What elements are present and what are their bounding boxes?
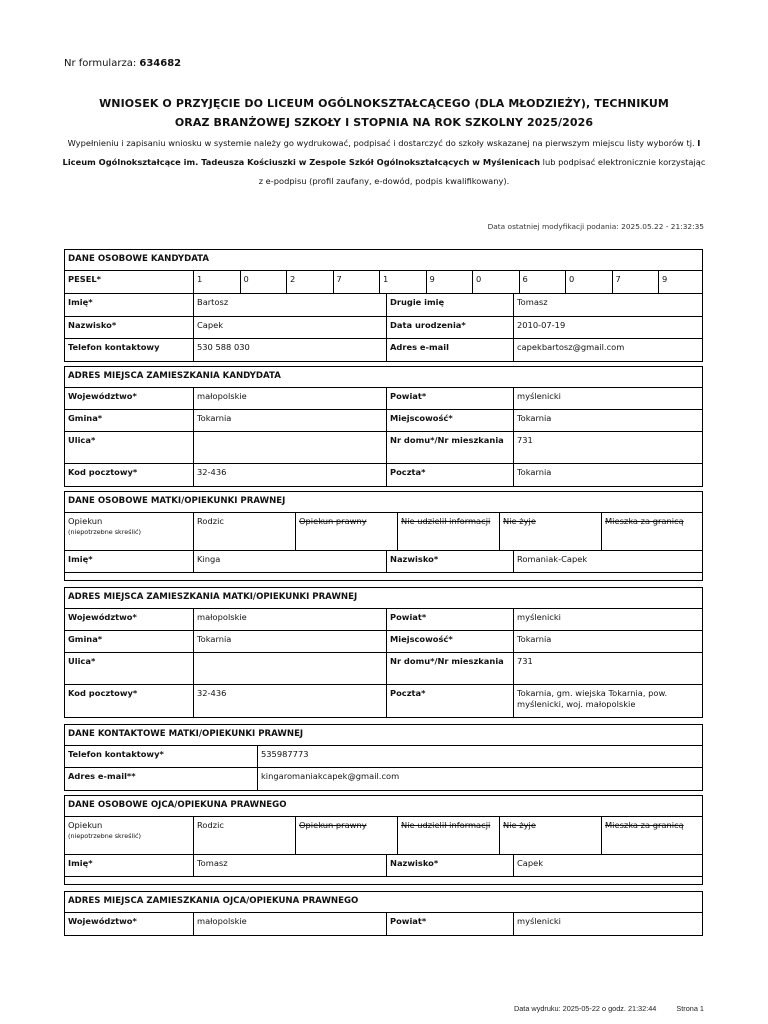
section-header: DANE OSOBOWE OJCA/OPIEKUNA PRAWNEGO [65, 796, 702, 817]
email-value: capekbartosz@gmail.com [517, 342, 625, 352]
pesel-row [65, 271, 702, 294]
commune-value: Tokarnia [194, 410, 387, 431]
phone-value: 530 588 030 [194, 339, 387, 361]
guardian-label: Opiekun [68, 820, 103, 830]
section-header: DANE OSOBOWE MATKI/OPIEKUNKI PRAWNEJ [65, 492, 702, 513]
street-label: Ulica* [65, 653, 194, 684]
zip-label: Kod pocztowy* [65, 685, 194, 717]
option-parent: Rodzic [194, 817, 296, 854]
option-abroad: Mieszka za granicą [605, 516, 684, 526]
print-date: Data wydruku: 2025-05-22 o godz. 21:32:44 [513, 1004, 657, 1013]
phone-row [65, 746, 702, 768]
section-header: ADRES MIEJSCA ZAMIESZKANIA OJCA/OPIEKUNA PRAWNEGO [65, 892, 702, 913]
street-value [194, 653, 387, 684]
town-value: Tokarnia [517, 413, 552, 423]
page-number: Strona 1 [676, 1004, 704, 1013]
voivodeship-label: Województwo* [65, 913, 194, 935]
mother-contact-section [64, 724, 703, 791]
email-row [65, 768, 702, 790]
county-value: myślenicki [517, 612, 561, 622]
birth-date-value: 2010-07-19 [517, 320, 566, 330]
name-row [65, 294, 702, 317]
surname-label: Nazwisko* [65, 317, 194, 338]
option-parent: Rodzic [194, 513, 296, 550]
form-number [64, 58, 181, 69]
county-value: myślenicki [517, 391, 561, 401]
county-label: Powiat* [387, 609, 514, 630]
form-number-value: 634682 [139, 58, 182, 69]
house-number-label: Nr domu*/Nr mieszkania [387, 653, 514, 684]
post-office-value: Tokarnia [517, 467, 552, 477]
name-row [65, 855, 702, 877]
guardian-row [65, 817, 702, 855]
voivodeship-label: Województwo* [65, 609, 194, 630]
commune-value: Tokarnia [194, 631, 387, 652]
mother-section [64, 491, 703, 581]
father-section [64, 795, 703, 885]
zip-row [65, 685, 702, 717]
spacer [65, 877, 702, 884]
option-legal-guardian: Opiekun prawny [296, 817, 398, 854]
voivodeship-row [65, 388, 702, 410]
title-line-1: WNIOSEK O PRZYJĘCIE DO LICEUM OGÓLNOKSZTAŁCĄCEGO (DLA MŁODZIEŻY), TECHNIKUM [99, 97, 669, 110]
voivodeship-label: Województwo* [65, 388, 194, 409]
pesel-digit: 7 [613, 271, 660, 293]
street-row [65, 432, 702, 464]
last-modified: Data ostatniej modyfikacji podania: 2025.05.22 - 21:32:35 [487, 222, 704, 231]
contact-row [65, 339, 702, 361]
town-label: Miejscowość* [387, 631, 514, 652]
county-value: myślenicki [517, 916, 561, 926]
pesel-digit: 1 [380, 271, 427, 293]
surname-row [65, 317, 702, 339]
candidate-address-section [64, 366, 703, 487]
mother-address-section [64, 587, 703, 718]
county-label: Powiat* [387, 913, 514, 935]
email-label: Adres e-mail [387, 339, 514, 361]
section-header: ADRES MIEJSCA ZAMIESZKANIA KANDYDATA [65, 367, 702, 388]
first-name-label: Imię* [65, 294, 194, 316]
post-office-value: Tokarnia, gm. wiejska Tokarnia, pow. myślenicki, woj. małopolskie [517, 688, 668, 709]
pesel-digit: 0 [473, 271, 520, 293]
option-abroad: Mieszka za granicą [605, 820, 684, 830]
pesel-digit: 9 [662, 274, 668, 284]
guardian-note: (niepotrzebne skreślić) [68, 528, 142, 536]
voivodeship-row [65, 913, 702, 935]
commune-label: Gmina* [65, 410, 194, 431]
option-deceased: Nie żyje [500, 817, 602, 854]
guardian-label: Opiekun [68, 516, 103, 526]
pesel-digit: 2 [287, 271, 334, 293]
option-no-info: Nie udzielił informacji [398, 513, 500, 550]
phone-value: 535987773 [261, 749, 309, 759]
instructions-part-2: lub podpisać elektronicznie korzystając z e-podpisu (profil zaufany, e-dowód, podpis kwalifikowany). [258, 157, 706, 186]
house-number-value: 731 [517, 435, 533, 445]
school-name: I Liceum Ogólnokształcące im. Tadeusza Kościuszki w Zespole Szkół Ogólnokształcących w Myślenicach [62, 138, 701, 167]
section-header: DANE KONTAKTOWE MATKI/OPIEKUNKI PRAWNEJ [65, 725, 702, 746]
surname-label: Nazwisko* [387, 855, 514, 876]
email-value: kingaromaniakcapek@gmail.com [261, 771, 400, 781]
post-office-label: Poczta* [387, 464, 514, 486]
county-label: Powiat* [387, 388, 514, 409]
second-name-value: Tomasz [517, 297, 548, 307]
post-office-label: Poczta* [387, 685, 514, 717]
first-name-label: Imię* [65, 855, 194, 876]
surname-value: Romaniak-Capek [517, 554, 588, 564]
second-name-label: Drugie imię [387, 294, 514, 316]
pesel-digit: 1 [194, 271, 241, 293]
guardian-row [65, 513, 702, 551]
guardian-label-cell [65, 513, 194, 550]
zip-value: 32-436 [194, 685, 387, 717]
option-no-info: Nie udzielił informacji [398, 817, 500, 854]
voivodeship-value: małopolskie [194, 609, 387, 630]
spacer [65, 573, 702, 580]
father-address-section [64, 891, 703, 936]
pesel-digit: 7 [334, 271, 381, 293]
voivodeship-value: małopolskie [194, 388, 387, 409]
candidate-section [64, 249, 703, 362]
first-name-value: Tomasz [194, 855, 387, 876]
pesel-digit: 0 [566, 271, 613, 293]
phone-label: Telefon kontaktowy [65, 339, 194, 361]
street-value [194, 432, 387, 463]
first-name-value: Kinga [194, 551, 387, 572]
instructions [60, 134, 708, 191]
first-name-value: Bartosz [194, 294, 387, 316]
section-header: DANE OSOBOWE KANDYDATA [65, 250, 702, 271]
commune-row [65, 410, 702, 432]
print-footer [496, 1004, 704, 1013]
town-value: Tokarnia [517, 634, 552, 644]
zip-row [65, 464, 702, 486]
first-name-label: Imię* [65, 551, 194, 572]
surname-label: Nazwisko* [387, 551, 514, 572]
name-row [65, 551, 702, 573]
house-number-value: 731 [517, 656, 533, 666]
birth-date-label: Data urodzenia* [387, 317, 514, 338]
zip-value: 32-436 [194, 464, 387, 486]
voivodeship-value: małopolskie [194, 913, 387, 935]
street-row [65, 653, 702, 685]
option-legal-guardian: Opiekun prawny [296, 513, 398, 550]
zip-label: Kod pocztowy* [65, 464, 194, 486]
page-title [40, 94, 728, 132]
instructions-part-1: Wypełnieniu i zapisaniu wniosku w systemie należy go wydrukować, podpisać i dostarczyć do szkoły wskazanej na pierwszym miejscu listy wyborów tj. [67, 138, 695, 148]
pesel-digit: 6 [520, 271, 567, 293]
town-label: Miejscowość* [387, 410, 514, 431]
guardian-note: (niepotrzebne skreślić) [68, 832, 142, 840]
email-label: Adres e-mail** [65, 768, 258, 790]
house-number-label: Nr domu*/Nr mieszkania [387, 432, 514, 463]
surname-value: Capek [194, 317, 387, 338]
commune-row [65, 631, 702, 653]
guardian-label-cell [65, 817, 194, 854]
form-number-label: Nr formularza: [64, 58, 137, 69]
pesel-label: PESEL* [65, 271, 194, 293]
street-label: Ulica* [65, 432, 194, 463]
title-line-2: ORAZ BRANŻOWEJ SZKOŁY I STOPNIA NA ROK SZKOLNY 2025/2026 [174, 116, 594, 129]
section-header: ADRES MIEJSCA ZAMIESZKANIA MATKI/OPIEKUNKI PRAWNEJ [65, 588, 702, 609]
option-deceased: Nie żyje [500, 513, 602, 550]
pesel-digit: 9 [427, 271, 474, 293]
voivodeship-row [65, 609, 702, 631]
commune-label: Gmina* [65, 631, 194, 652]
pesel-digit: 0 [241, 271, 288, 293]
phone-label: Telefon kontaktowy* [65, 746, 258, 767]
surname-value: Capek [517, 858, 544, 868]
